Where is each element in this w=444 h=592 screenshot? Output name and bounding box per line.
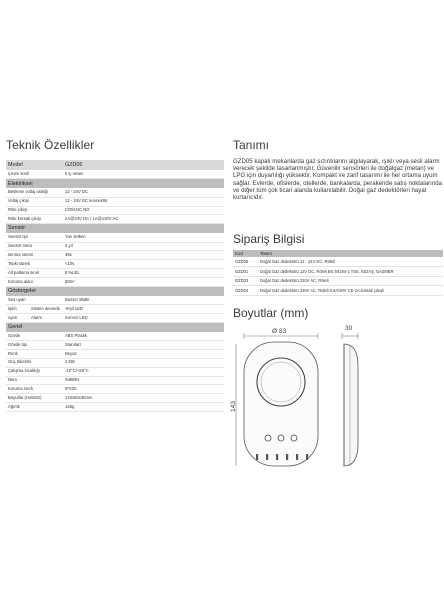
spec-key: Sensör ömrü	[6, 242, 63, 251]
spec-value: Yarı iletken	[63, 233, 224, 242]
spec-key: Voltaj çıkışı	[6, 197, 63, 206]
height-dimension	[230, 344, 237, 466]
spec-row	[6, 358, 224, 367]
spec-key: Isınma süresi	[6, 251, 63, 260]
depth-dimension	[342, 325, 358, 339]
order-row	[233, 286, 443, 296]
dimension-drawing	[232, 320, 432, 472]
spec-row	[6, 394, 224, 403]
spec-row	[6, 341, 224, 350]
spec-row	[6, 305, 224, 314]
spec-key-sub: Alarm	[31, 314, 42, 320]
spec-value: <10s	[63, 260, 224, 269]
spec-key: Besleme voltaj aralığı	[6, 188, 63, 197]
spec-row	[6, 313, 224, 322]
spec-value: 50m²	[63, 277, 224, 286]
spec-key: Gövde tipi	[6, 341, 63, 350]
spec-value: Kırmızı LED	[63, 313, 224, 322]
order-table	[233, 250, 443, 296]
spec-value: Yeşil LED	[63, 305, 224, 314]
spec-key: Gövde	[6, 332, 63, 341]
spec-row	[6, 277, 224, 286]
spec-row	[6, 197, 224, 206]
spec-row	[6, 260, 224, 269]
order-desc: Doğal Gaz dedektörü 12V DC, Röleli EN 50194-1 TSE, İGDAŞ, GAZMER	[258, 267, 443, 277]
section-title: Genel	[6, 322, 224, 332]
dimensions-title: Boyutlar (mm)	[233, 306, 309, 320]
order-header-desc: Tanım	[258, 250, 443, 257]
order-desc: Doğal Gaz dedektörü 12 - 24V DC, Röleli	[258, 257, 443, 267]
description-title: Tanımı	[233, 138, 270, 152]
order-header-code: Kod	[233, 250, 258, 257]
order-code: GZD03	[233, 276, 258, 286]
spec-value: Beyaz	[63, 350, 224, 359]
spec-row	[6, 385, 224, 394]
order-desc: Doğal Gaz dedektörü 220V AC, Röleli	[258, 276, 443, 286]
order-header-row	[233, 250, 443, 257]
spec-key: Güç tüketimi	[6, 358, 63, 367]
spec-key: Koruma sınıfı	[6, 385, 63, 394]
spec-key	[6, 305, 63, 314]
spec-key: Çalışma sıcaklığı	[6, 367, 63, 376]
spec-row	[6, 350, 224, 359]
spec-key: Röle çıkışı	[6, 206, 63, 215]
side-view	[344, 344, 358, 466]
spec-value: 8 %LEL	[63, 269, 224, 278]
spec-key: Koruma alanı	[6, 277, 63, 286]
spec-row	[6, 206, 224, 215]
order-row	[233, 267, 443, 277]
order-row	[233, 276, 443, 286]
spec-value: 12 - 24V DC konnektör	[63, 197, 224, 206]
spec-key: Sensör tipi	[6, 233, 63, 242]
spec-row	[6, 233, 224, 242]
model-row	[6, 160, 224, 170]
order-code: GZD04	[233, 286, 258, 296]
spec-key	[6, 313, 63, 322]
order-code: GZD01	[233, 267, 258, 277]
front-view	[244, 342, 318, 466]
spec-row	[6, 367, 224, 376]
description-text: GZD05 kapalı mekanlarda gaz sızıntılarını algılayarak, ışıklı veya sesli alarm verecek şekilde tasarlanmıştır. Güvenilir sensörleri ile doğalgaz (metan) ve LPG için duyarlılığı yüksektir. Kompakt ve zarif tasarımı ile her ortama uyum sağlar. Evlerde, ofislerde, otellerde, bankalarda, perakende satış noktalarında ve diğer tüm çok ticari alanda kullanılabilir. Doğal gaz dedektörleri hayat kurtarıcıdır.	[233, 158, 443, 202]
spec-value: Buzzer 85dB	[63, 296, 224, 305]
spec-value: IPX20	[63, 385, 224, 394]
section-electrical	[6, 179, 224, 189]
spec-key: Nem	[6, 376, 63, 385]
specs-table	[6, 160, 224, 412]
spec-row	[6, 242, 224, 251]
spec-key: Ağırlık	[6, 403, 63, 412]
model-value: GZD05	[63, 160, 224, 170]
spec-key: Röle kontak çıkışı	[6, 215, 63, 224]
spec-row	[6, 296, 224, 305]
spec-key: Boyutlar (HxWxD)	[6, 394, 63, 403]
order-row	[233, 257, 443, 267]
spec-value: 143x83x30mm	[63, 394, 224, 403]
section-title: Göstergeler	[6, 286, 224, 296]
spec-key: Tepki süresi	[6, 260, 63, 269]
spec-row	[6, 188, 224, 197]
spec-row	[6, 269, 224, 278]
spec-row	[6, 251, 224, 260]
spec-value: 45s	[63, 251, 224, 260]
section-title: Elektriksel	[6, 179, 224, 189]
order-title: Sipariş Bilgisi	[233, 232, 305, 246]
spec-value: Standart	[63, 341, 224, 350]
spec-row	[6, 170, 224, 179]
spec-key-main: uyarı	[8, 314, 18, 320]
spec-value: ABS Plastik	[63, 332, 224, 341]
spec-key: Ses uyarı	[6, 296, 63, 305]
section-sensor	[6, 224, 224, 234]
spec-key-sub: Sistem devrede	[31, 305, 61, 311]
section-title: Sensör	[6, 224, 224, 234]
technical-specs	[6, 138, 224, 412]
width-label: Ø 83	[272, 328, 287, 335]
section-indicators	[6, 286, 224, 296]
width-dimension	[244, 328, 318, 339]
spec-key: Renk	[6, 350, 63, 359]
spec-row	[6, 332, 224, 341]
height-label: 143	[230, 400, 237, 412]
description-section	[233, 138, 443, 201]
spec-key: Çevre sınıfı	[6, 170, 63, 179]
spec-row	[6, 215, 224, 224]
order-code: GZD05	[233, 257, 258, 267]
depth-label: 30	[345, 325, 353, 332]
spec-value: 2A@24V DC / 1A@120V AC	[63, 215, 224, 224]
spec-key: Alt patlama sınırı	[6, 269, 63, 278]
spec-value: 2.5W	[63, 358, 224, 367]
spec-value: -10°C/+50°C	[63, 367, 224, 376]
spec-value: 148g	[63, 403, 224, 412]
spec-value: 12 - 24V DC	[63, 188, 224, 197]
spec-value: COM,NC,NO	[63, 206, 224, 215]
specs-title: Teknik Özellikler	[6, 138, 95, 152]
order-desc: Doğal Gaz dedektörü 220V AC, Röleli 0,5A/30V CD 2A kontak çıkışlı	[258, 286, 443, 296]
model-label: Model	[6, 160, 63, 170]
section-general	[6, 322, 224, 332]
spec-value: 5 yıl	[63, 242, 224, 251]
spec-row	[6, 403, 224, 412]
spec-value: II iç ortam	[63, 170, 224, 179]
spec-value: %95RH	[63, 376, 224, 385]
spec-row	[6, 376, 224, 385]
spec-key-main: Işıklı	[8, 305, 17, 311]
